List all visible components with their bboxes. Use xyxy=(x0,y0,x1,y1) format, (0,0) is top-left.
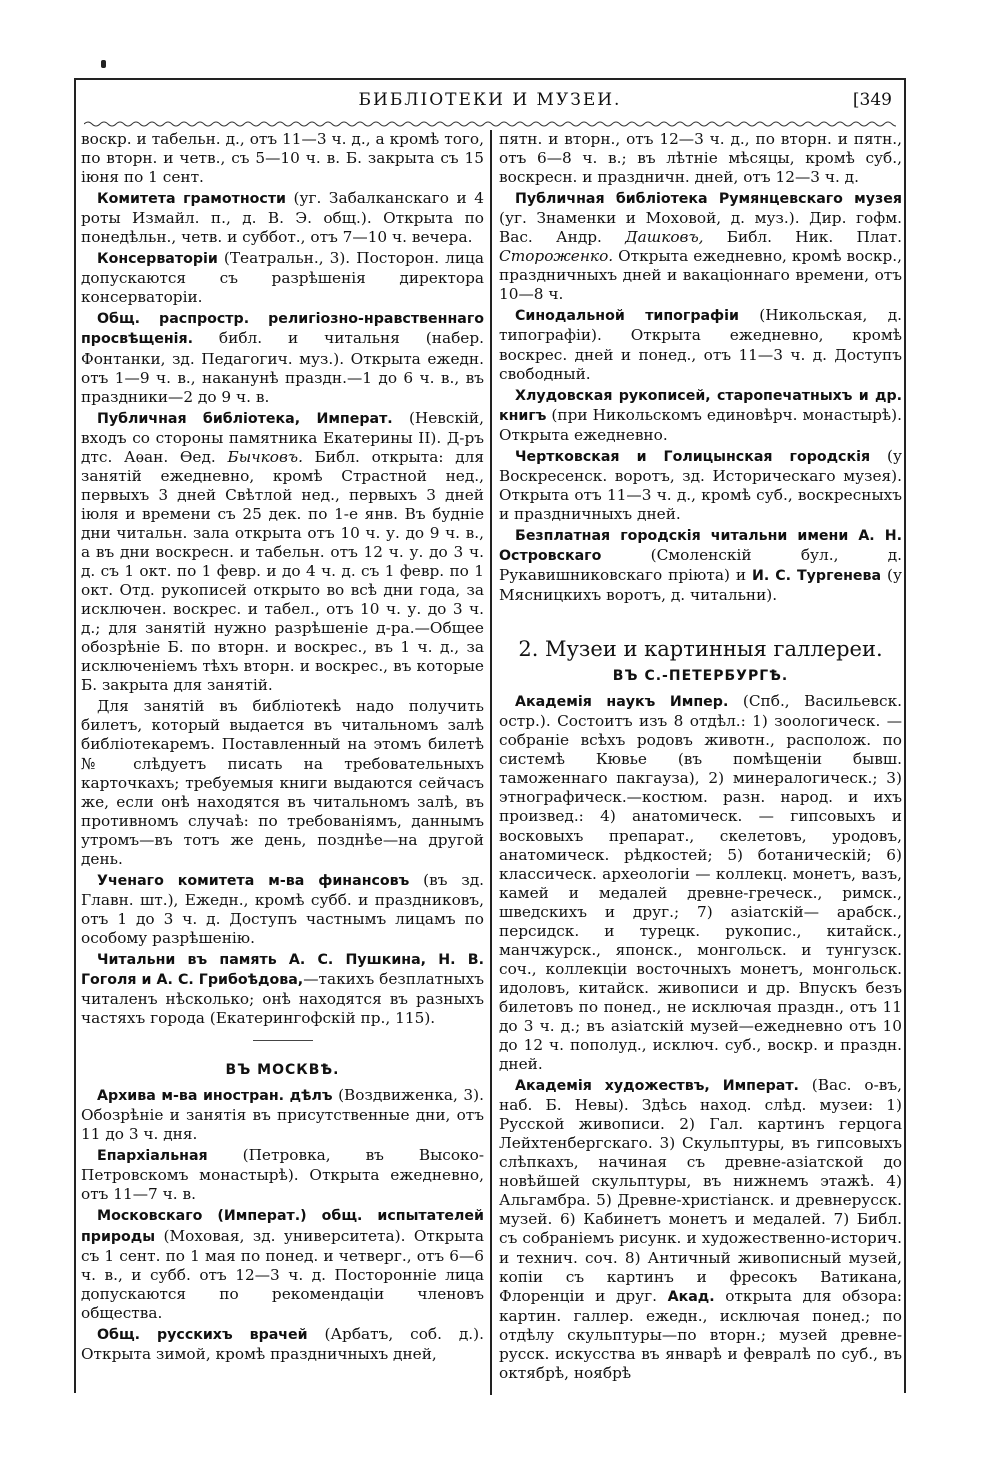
paragraph: воскр. и табельн. д., отъ 11—3 ч. д., а кромѣ того, по вторн. и четв., съ 5—10 ч. в. Б. закрыта съ 15 іюня по 1 сент. xyxy=(81,130,484,187)
wavy-rule xyxy=(84,119,896,129)
entry-text: —такихъ безплатныхъ читаленъ нѣсколько; онѣ находятся въ разныхъ частяхъ города (Екатерингофскій пр., 115). xyxy=(81,970,484,1028)
person-name: Дашковъ, xyxy=(625,228,704,247)
entry-text: (Арбатъ, соб. д.). Открыта зимой, кромѣ праздничныхъ дней, xyxy=(81,1324,484,1363)
entry-rumyantsevskago xyxy=(499,189,902,304)
ink-dot xyxy=(101,60,106,68)
entry-text: Открыта ежедневно, кромѣ воскр., праздничныхъ дней и вакаціоннаго времени, отъ 10—8 ч. xyxy=(499,247,902,304)
entry-text: (у Воскресенск. воротъ, зд. Историческаго музея). Открыта отъ 11—3 ч. д., кромѣ суб., воскресныхъ и праздничныхъ дней. xyxy=(499,446,902,523)
entry-eparkhialnaya xyxy=(81,1146,484,1204)
entry-chitalni xyxy=(81,950,484,1028)
entry-akademiya-khudozhestv xyxy=(499,1076,902,1383)
entry-obshch-rasprostr xyxy=(81,309,484,406)
entry-name: Академія художествъ, Императ. xyxy=(515,1078,799,1095)
person-name: Стороженко. xyxy=(499,247,614,266)
entry-text: (Спб., Васильевск. остр.). Состоитъ изъ 8 отдѣл.: 1) зоологическ. — собраніе всѣхъ родовъ животн., располож. по системѣ Кювье (въ помѣщеніи бывш. таможеннаго пакгауза), 2) минералогическ.; 3) этнографическ.—костюм. разн. народ. и ихъ произвед.: 4) анатомическ. — гипсовыхъ и восковыхъ препарат., скелетовъ, уродовъ, анатомическ. рѣдкостей; 5) ботаническій; 6) классическ. археологіи — коллекц. монетъ, вазъ, камей и медалей древне-греческ., римск., шведскихъ и друг.; 7) азіатскій— арабск., персидск. и турецк. рукопис., китайск., манчжурск., японск., монгольск. и тунгузск. соч., коллекціи восточныхъ монетъ, монгольск. идоловъ, китайск. живописи и др. Впускъ безъ билетовъ по понед., не исключая праздн., отъ 11 до 3 ч. д.; въ азіатскій музей—ежедневно отъ 10 до 12 ч. пополуд., исключ. суб., воскр. и праздн. дней. xyxy=(499,692,902,1074)
entry-text: (уг. Знаменки и Моховой, д. муз.). Дир. гофм. Вас. Андр. xyxy=(499,209,902,247)
entry-name: Общ. распростр. религіозно-нравственнаго просвѣщенія. xyxy=(81,311,484,348)
entry-konservatorii xyxy=(81,249,484,307)
entry-uchenago-komiteta xyxy=(81,871,484,948)
entry-name: Синодальной типографіи xyxy=(515,308,739,325)
paragraph: пятн. и вторн., отъ 12—3 ч. д., по вторн. и пятн., отъ 6—8 ч. в.; въ лѣтніе мѣсяцы, кромѣ суб., воскресн. и праздничн. дней, отъ 12—3 ч. д. xyxy=(499,130,902,187)
entry-name: Публичная библіотека Румянцевскаго музея xyxy=(515,191,902,208)
entry-bezplatnaya xyxy=(499,526,902,605)
entry-text: (уг. Забалканскаго и 4 роты Измайл. п., д. В. Э. общ.). Открыта по понедѣльн., четв. и суббот., отъ 7—10 ч. вечера. xyxy=(81,189,484,247)
page-number: [349 xyxy=(852,90,892,110)
entry-komitet-gramotnosti xyxy=(81,189,484,247)
entry-text: (Невскій, входъ со стороны памятника Екатерины II). Д-ръ дтс. Аѳан. Ѳед. xyxy=(81,408,484,466)
entry-text: (при Никольскомъ единовѣрч. монастырѣ). Открыта ежедневно. xyxy=(499,405,902,444)
entry-text: (Петровка, въ Высоко-Петровскомъ монастырѣ). Открыта ежедневно, отъ 11—7 ч. в. xyxy=(81,1146,484,1204)
entry-text: Библ. открыта: для занятій ежедневно, кромѣ Страстной нед., первыхъ 3 дней Свѣтлой нед., первыхъ 3 дней іюля и времени съ 25 дек. по 1-е янв. Въ будніе дни читальн. зала открыта отъ 10 ч. у. до 9 ч. в., а въ дни воскресн. и табельн. отъ 12 ч. у. до 3 ч. д. съ 1 окт. по 1 февр. и до 4 ч. д. съ 1 февр. по 1 окт. Отд. рукописей открыто во всѣ дни года, за исключен. воскрес. и табел., отъ 10 ч. у. до 3 ч. д.; для занятій нужно разрѣшеніе д-ра.—Общее обозрѣніе Б. по вторн. и воскрес., въ 1 ч. д., за исключеніемъ тѣхъ вторн. и воскрес., въ которые Б. закрыта для занятій. xyxy=(81,447,484,695)
running-header xyxy=(80,90,900,120)
entry-khludovskaya xyxy=(499,386,902,445)
entry-name: И. С. Тургенева xyxy=(751,568,882,585)
entry-name: Ученаго комитета м-ва финансовъ xyxy=(97,872,410,889)
entry-text: Библ. Ник. Плат. xyxy=(703,228,902,247)
short-rule xyxy=(253,1040,313,1041)
entry-name: Чертковская и Голицынская городскія xyxy=(515,448,871,465)
column-divider xyxy=(490,130,492,1395)
entry-name: Общ. русскихъ врачей xyxy=(97,1326,308,1343)
entry-text: (Смоленскій бул., д. Рукавишниковскаго пріюта) и xyxy=(499,545,902,585)
entry-chertkovskaya xyxy=(499,447,902,524)
moscow-heading: ВЪ МОСКВѢ. xyxy=(225,1062,340,1079)
entry-text: (Моховая, зд. университета). Открыта съ 1 сент. по 1 мая по понед. и четверг., отъ 6—6 ч. в., и субб. отъ 12—3 ч. д. Посторонніе лица допускаются по рекомендаціи членовъ общества. xyxy=(81,1226,484,1322)
entry-text: (Театральн., 3). Посторон. лица допускаются съ разрѣшенія директора консерваторіи. xyxy=(81,249,484,307)
entry-moskovskago-obshch xyxy=(81,1206,484,1322)
entry-name: Хлудовская рукописей, старопечатныхъ и др. книгъ xyxy=(499,387,902,424)
entry-text: (у Мясницкихъ воротъ, д. читальни). xyxy=(499,566,902,605)
entry-name: Безплатная городскія читальни имени А. Н. Островскаго xyxy=(499,527,902,564)
entry-arkhiva xyxy=(81,1086,484,1144)
entry-name: Академія наукъ Импер. xyxy=(515,694,729,711)
entry-name: Акад. xyxy=(667,1288,715,1305)
entry-name: Консерваторіи xyxy=(97,251,218,268)
right-column xyxy=(499,130,902,1394)
entry-name: Читальни въ память А. С. Пушкина, Н. В. Гоголя и А. С. Грибоѣдова, xyxy=(81,951,484,989)
entry-text: (Воздвиженка, 3). Обозрѣніе и занятія въ присутственные дни, отъ 11 до 3 ч. дня. xyxy=(81,1086,484,1144)
entry-publichnaya-biblioteka xyxy=(81,409,484,696)
entry-text: (Никольская, д. типографіи). Открыта ежедневно, кромѣ воскрес. дней и понед., отъ 11—3 ч. д. Доступъ свободный. xyxy=(499,306,902,383)
entry-akademiya-nauk xyxy=(499,692,902,1074)
entry-name: Епархіальная xyxy=(97,1148,208,1165)
section-title: 2. Музеи и картинныя галлереи. xyxy=(518,637,883,662)
header-title: БИБЛІОТЕКИ И МУЗЕИ. xyxy=(358,90,622,110)
paragraph: Для занятій въ библіотекѣ надо получить билетъ, который выдается въ читальномъ залѣ библіотекаремъ. Поставленный на этомъ билетѣ № слѣдуетъ писать на требовательныхъ карточкахъ; требуемыя книги выдаются сейчасъ же, если онѣ находятся въ читальномъ залѣ, въ противномъ случаѣ: по требованіямъ, даннымъ утромъ—въ тотъ же день, позднѣе—на другой день. xyxy=(81,697,484,868)
spb-heading: ВЪ С.-ПЕТЕРБУРГѢ. xyxy=(612,668,789,685)
entry-text: (Вас. о-въ, наб. Б. Невы). Здѣсь наход. слѣд. музеи: 1) Русской живописи. 2) Гал. картинъ герцога Лейхтенбергскаго. 3) Скульптуры, въ гипсовыхъ слѣпкахъ, начиная съ древне-азіатской до новѣйшей скульптуры, въ нижнемъ этажѣ. 4) Альгамбра. 5) Древне-христіанск. и древнерусск. музей. 6) Кабинетъ монетъ и медалей. 7) Библ. съ собраніемъ рисунк. и художественно-историч. и технич. соч. 8) Античный живописный музей, копіи съ картинъ и фресокъ Ватикана, Флоренціи и друг. xyxy=(499,1076,902,1305)
entry-obshch-vrachei xyxy=(81,1325,484,1364)
entry-text: библ. и читальня (набер. Фонтанки, зд. Педагогич. муз.). Открыта ежедн. отъ 1—9 ч. в., наканунѣ праздн.—1 до 6 ч. в., въ праздники—2 до 9 ч. в. xyxy=(81,329,484,406)
person-name: Бычковъ. xyxy=(227,447,303,466)
entry-sinodalnoi xyxy=(499,306,902,383)
entry-name: Московскаго (Императ.) общ. испытателей природы xyxy=(81,1208,484,1245)
left-column xyxy=(81,130,484,1394)
entry-text: открыта для обзора: картин. галлер. ежедн., исключая понед.; по отдѣлу скульптуры—по вторн.; музей древне-русск. искусства въ январѣ и февралѣ по суб., въ октябрѣ, ноябрѣ xyxy=(499,1286,902,1382)
entry-text: (въ зд. Главн. шт.), Ежедн., кромѣ субб. и праздниковъ, отъ 1 до 3 ч. д. Доступъ частнымъ лицамъ по особому разрѣшенію. xyxy=(81,870,484,947)
entry-name: Архива м-ва иностран. дѣлъ xyxy=(97,1088,333,1105)
entry-name: Публичная библіотека, Императ. xyxy=(97,410,393,427)
entry-name: Комитета грамотности xyxy=(97,191,286,208)
